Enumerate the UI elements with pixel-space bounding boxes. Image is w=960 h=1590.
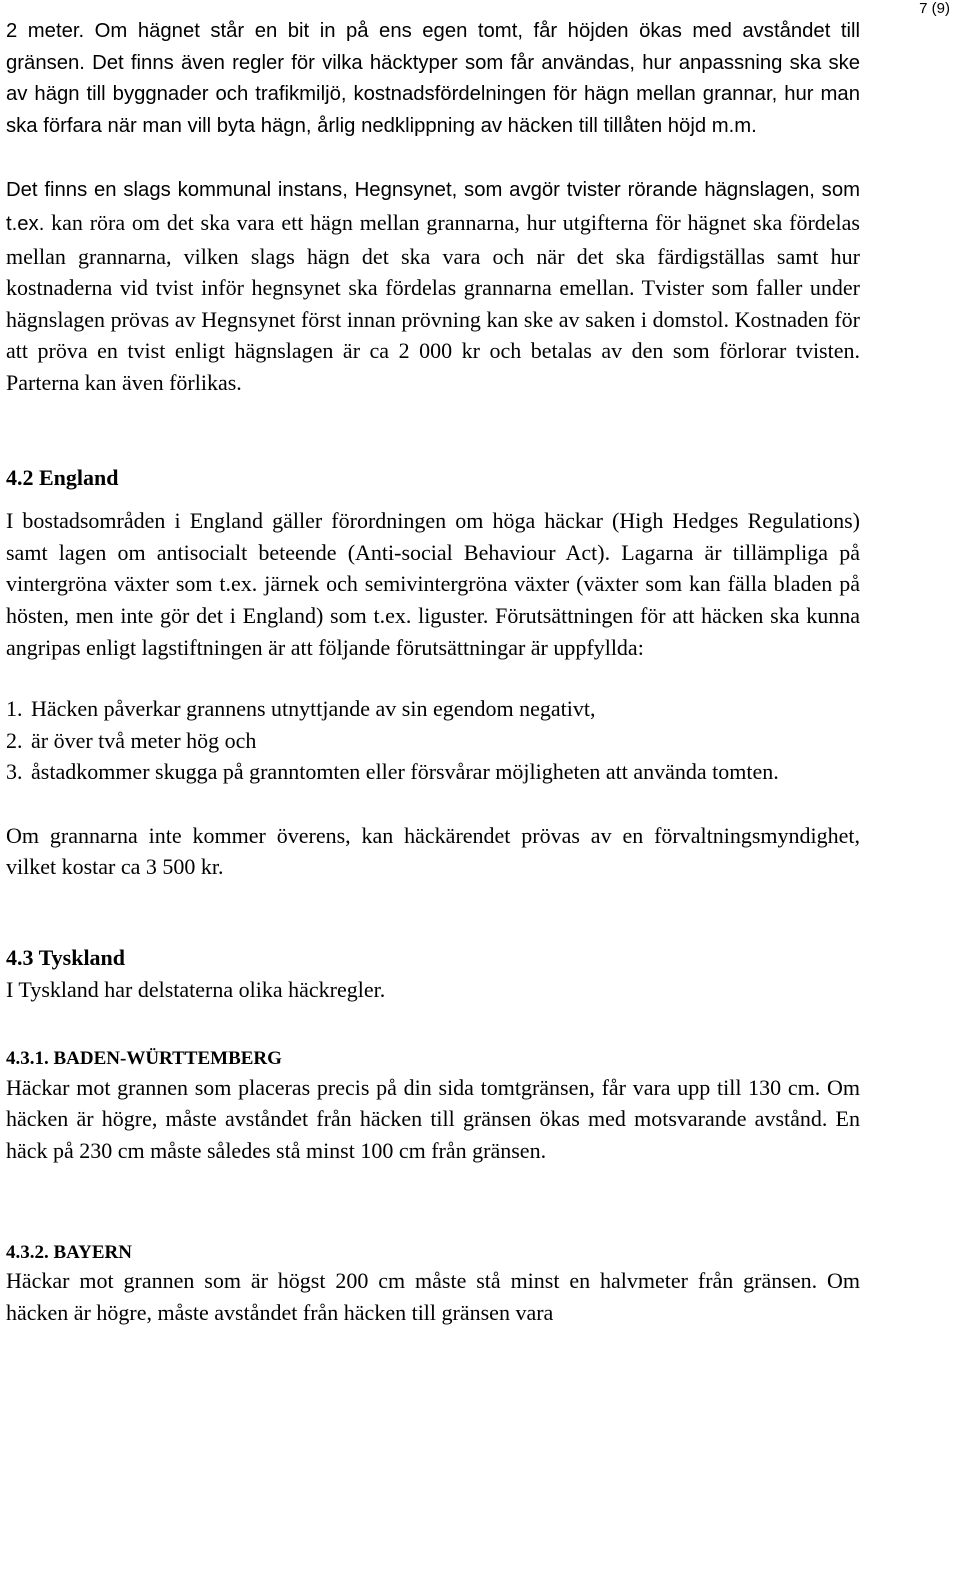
page-number: 7 (9) (919, 0, 950, 17)
list-item (6, 725, 860, 757)
list-item (6, 693, 860, 725)
heading-tyskland: 4.3 Tyskland (6, 945, 126, 971)
paragraph-baden-wurttemberg: Häckar mot grannen som placeras precis på din sida tomtgränsen, får vara upp till 130 cm. Om häcken är högre, måste avståndet från häcken till gränsen ökas med motsvarande avstånd. En häck på 230 cm måste således stå minst 100 cm från gränsen. (6, 1074, 860, 1164)
list-item-number: 3. (6, 759, 23, 785)
paragraph-tyskland-intro: I Tyskland har delstaterna olika häckregler. (6, 976, 386, 1002)
paragraph-hegnsynet (6, 173, 860, 398)
list-item-number: 2. (6, 727, 23, 753)
paragraph-hagn-rules: 2 meter. Om hägnet står en bit in på ens egen tomt, får höjden ökas med avståndet till gränsen. Det finns även regler för vilka häcktyper som får användas, hur anpassning ska ske av hägn till byggnader och trafikmiljö, kostnadsfördelningen för hägn mellan grannar, hur man ska förfara när man vill byta hägn, årlig nedklippning av häcken till tillåten höjd m.m. (6, 20, 860, 137)
list-item-text: åstadkommer skugga på granntomten eller försvårar möjligheten att använda tomten. (31, 759, 779, 785)
list-item-text: Häcken påverkar grannens utnyttjande av sin egendom negativt, (31, 696, 596, 722)
page-content (6, 16, 860, 1328)
list-item-text: är över två meter hög och (31, 727, 257, 753)
paragraph-hegnsynet-part1: Det finns en slags kommunal instans, Hegnsynet, som avgör tvister rörande hägnslagen, som t.ex. (6, 179, 860, 235)
list-item (6, 756, 860, 788)
england-conditions-list (6, 693, 860, 788)
heading-baden-wurttemberg: 4.3.1. BADEN-WÜRTTEMBERG (6, 1048, 282, 1070)
paragraph-bayern: Häckar mot grannen som är högst 200 cm måste stå minst en halvmeter från gränsen. Om häcken är högre, måste avståndet från häcken till gränsen vara (6, 1268, 860, 1325)
heading-bayern: 4.3.2. BAYERN (6, 1241, 132, 1263)
paragraph-england-intro: I bostadsområden i England gäller förordningen om höga häckar (High Hedges Regulations) samt lagen om antisocialt beteende (Anti-social Behaviour Act). Lagarna är tillämpliga på vintergröna växter som t.ex. järnek och semivintergröna växter (växter som kan fälla bladen på hösten, men inte gör det i England) som t.ex. liguster. Förutsättningen för att häcken ska kunna angripas enligt lagstiftningen är att följande förutsättningar är uppfyllda: (6, 508, 860, 660)
paragraph-hegnsynet-part2: kan röra om det ska vara ett hägn mellan grannarna, hur utgifterna för hägnet ska fördelas mellan grannarna, vilken slags hägn det ska vara och när det ska färdigställas samt hur kostnaderna vid tvist inför hegnsynet ska fördelas grannarna emellan. Tvister som faller under hägnslagen prövas av Hegnsynet först innan prövning kan ske av saken i domstol. Kostnaden för att pröva en tvist enligt hägnslagen är ca 2 000 kr och betalas av den som förlorar tvisten. Parterna kan även förlikas. (6, 209, 860, 395)
paragraph-england-resolution: Om grannarna inte kommer överens, kan häckärendet prövas av en förvaltningsmyndighet, vilket kostar ca 3 500 kr. (6, 822, 860, 880)
heading-england: 4.2 England (6, 464, 119, 490)
list-item-number: 1. (6, 696, 23, 722)
